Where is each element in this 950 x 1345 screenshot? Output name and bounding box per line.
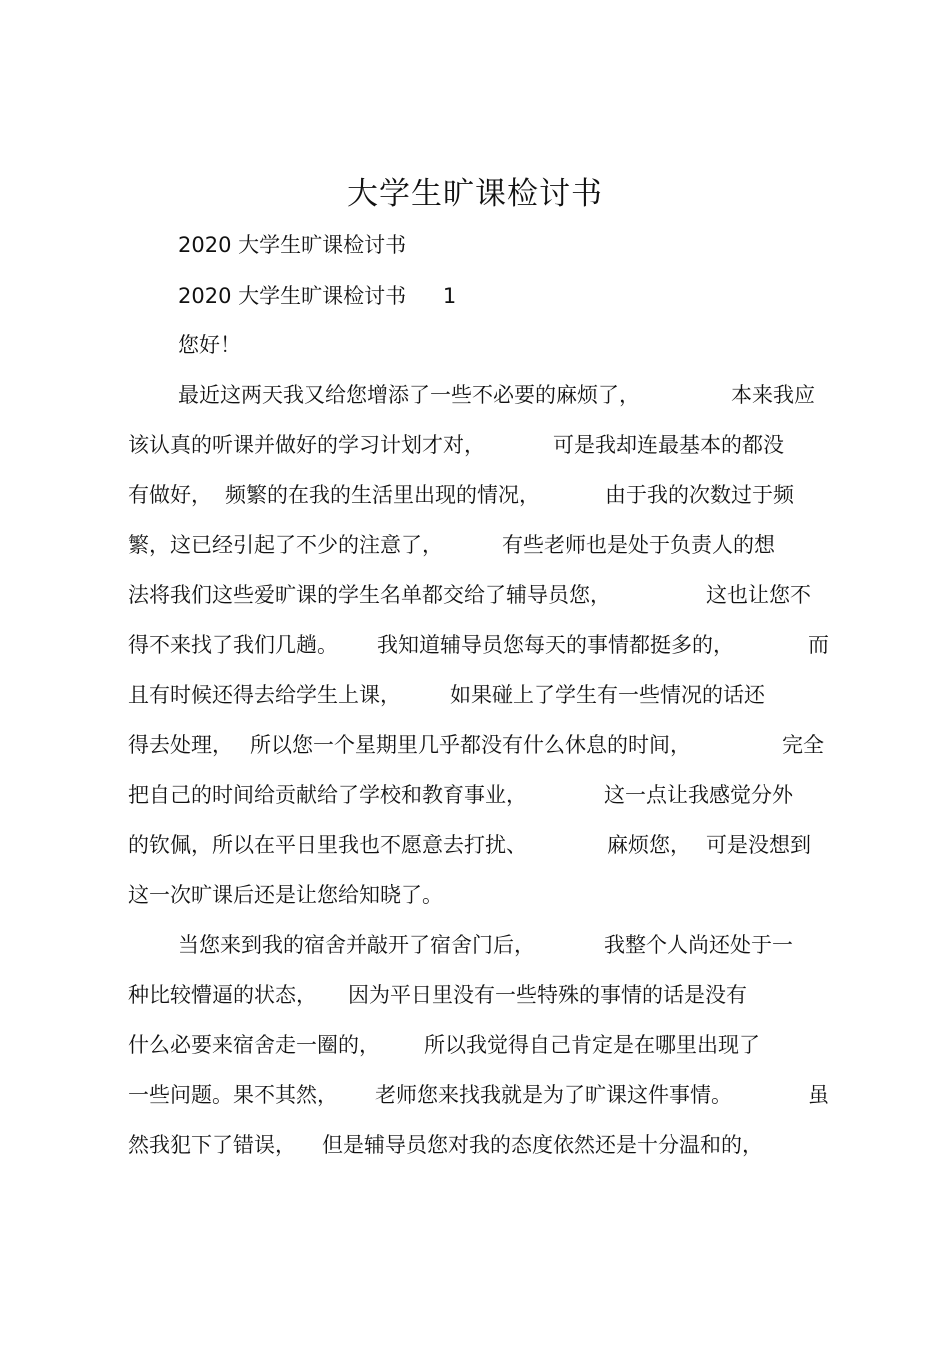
text-segment: 我整个人尚还处于一 [604,933,793,957]
text-segment: 繁，这已经引起了不少的注意了， [128,533,443,557]
text-segment: 频繁的在我的生活里出现的情况， [225,483,540,507]
text-segment: 由于我的次数过于频 [605,483,794,507]
text-segment: 什么必要来宿舍走一圈的， [128,1033,380,1057]
paragraph-line [128,830,811,860]
paragraph-line [128,730,824,760]
paragraph-line [128,1130,763,1160]
greeting-line [178,330,241,360]
paragraph-line [128,630,829,660]
document-title: 大学生旷课检讨书 [347,176,603,212]
paragraph-line [178,930,793,960]
text-segment: 可是我却连最基本的都没 [553,433,784,457]
text-segment: 法将我们这些爱旷课的学生名单都交给了辅导员您， [128,583,611,607]
text-segment: 的钦佩，所以在平日里我也不愿意去打扰、 [128,833,527,857]
text-segment: 最近这两天我又给您增添了一些不必要的麻烦了， [178,383,640,407]
section-number: 1 [442,284,457,308]
text-segment: 这也让您不 [706,583,811,607]
text-segment: 种比较懵逼的状态， [128,983,317,1007]
paragraph-line [128,1080,829,1110]
paragraph-line [128,880,443,910]
text-segment: 但是辅导员您对我的态度依然还是十分温和的， [322,1133,763,1157]
subtitle: 2020 大学生旷课检讨书 [178,233,407,257]
text-segment: 麻烦您， [607,833,691,857]
text-segment: 有做好， [128,483,212,507]
text-segment: 因为平日里没有一些特殊的事情的话是没有 [348,983,747,1007]
text-segment: 该认真的听课并做好的学习计划才对， [128,433,485,457]
text-segment: 然我犯下了错误， [128,1133,296,1157]
subtitle-line [178,230,406,260]
section-heading: 2020 大学生旷课检讨书 [178,284,407,308]
text-segment: 完全 [782,733,824,757]
text-segment: 本来我应 [731,383,815,407]
text-segment: 且有时候还得去给学生上课， [128,683,401,707]
paragraph-line [128,480,794,510]
paragraph-line [128,980,747,1010]
text-segment: 这一点让我感觉分外 [604,783,793,807]
text-segment: 而 [808,633,829,657]
text-segment: 所以您一个星期里几乎都没有什么休息的时间， [250,733,691,757]
text-segment: 有些老师也是处于负责人的想 [502,533,775,557]
section-heading-line [178,281,456,311]
paragraph-line [178,380,815,410]
text-segment: 得去处理， [128,733,233,757]
paragraph-line [128,580,811,610]
text-segment: 老师您来找我就是为了旷课这件事情。 [375,1083,732,1107]
text-segment: 如果碰上了学生有一些情况的话还 [450,683,765,707]
text-segment: 我知道辅导员您每天的事情都挺多的， [377,633,734,657]
greeting: 您好！ [178,333,241,357]
text-segment: 所以我觉得自己肯定是在哪里出现了 [424,1033,760,1057]
paragraph-line [128,780,793,810]
text-segment: 可是没想到 [706,833,811,857]
paragraph-line [128,530,775,560]
paragraph-line [128,430,784,460]
paragraph-line [128,680,765,710]
text-segment: 一些问题。果不其然， [128,1083,338,1107]
text-segment: 虽 [808,1083,829,1107]
text-segment: 得不来找了我们几趟。 [128,633,338,657]
text-segment: 这一次旷课后还是让您给知晓了。 [128,883,443,907]
text-segment: 当您来到我的宿舍并敲开了宿舍门后， [178,933,535,957]
paragraph-line [128,1030,760,1060]
text-segment: 把自己的时间给贡献给了学校和教育事业， [128,783,527,807]
